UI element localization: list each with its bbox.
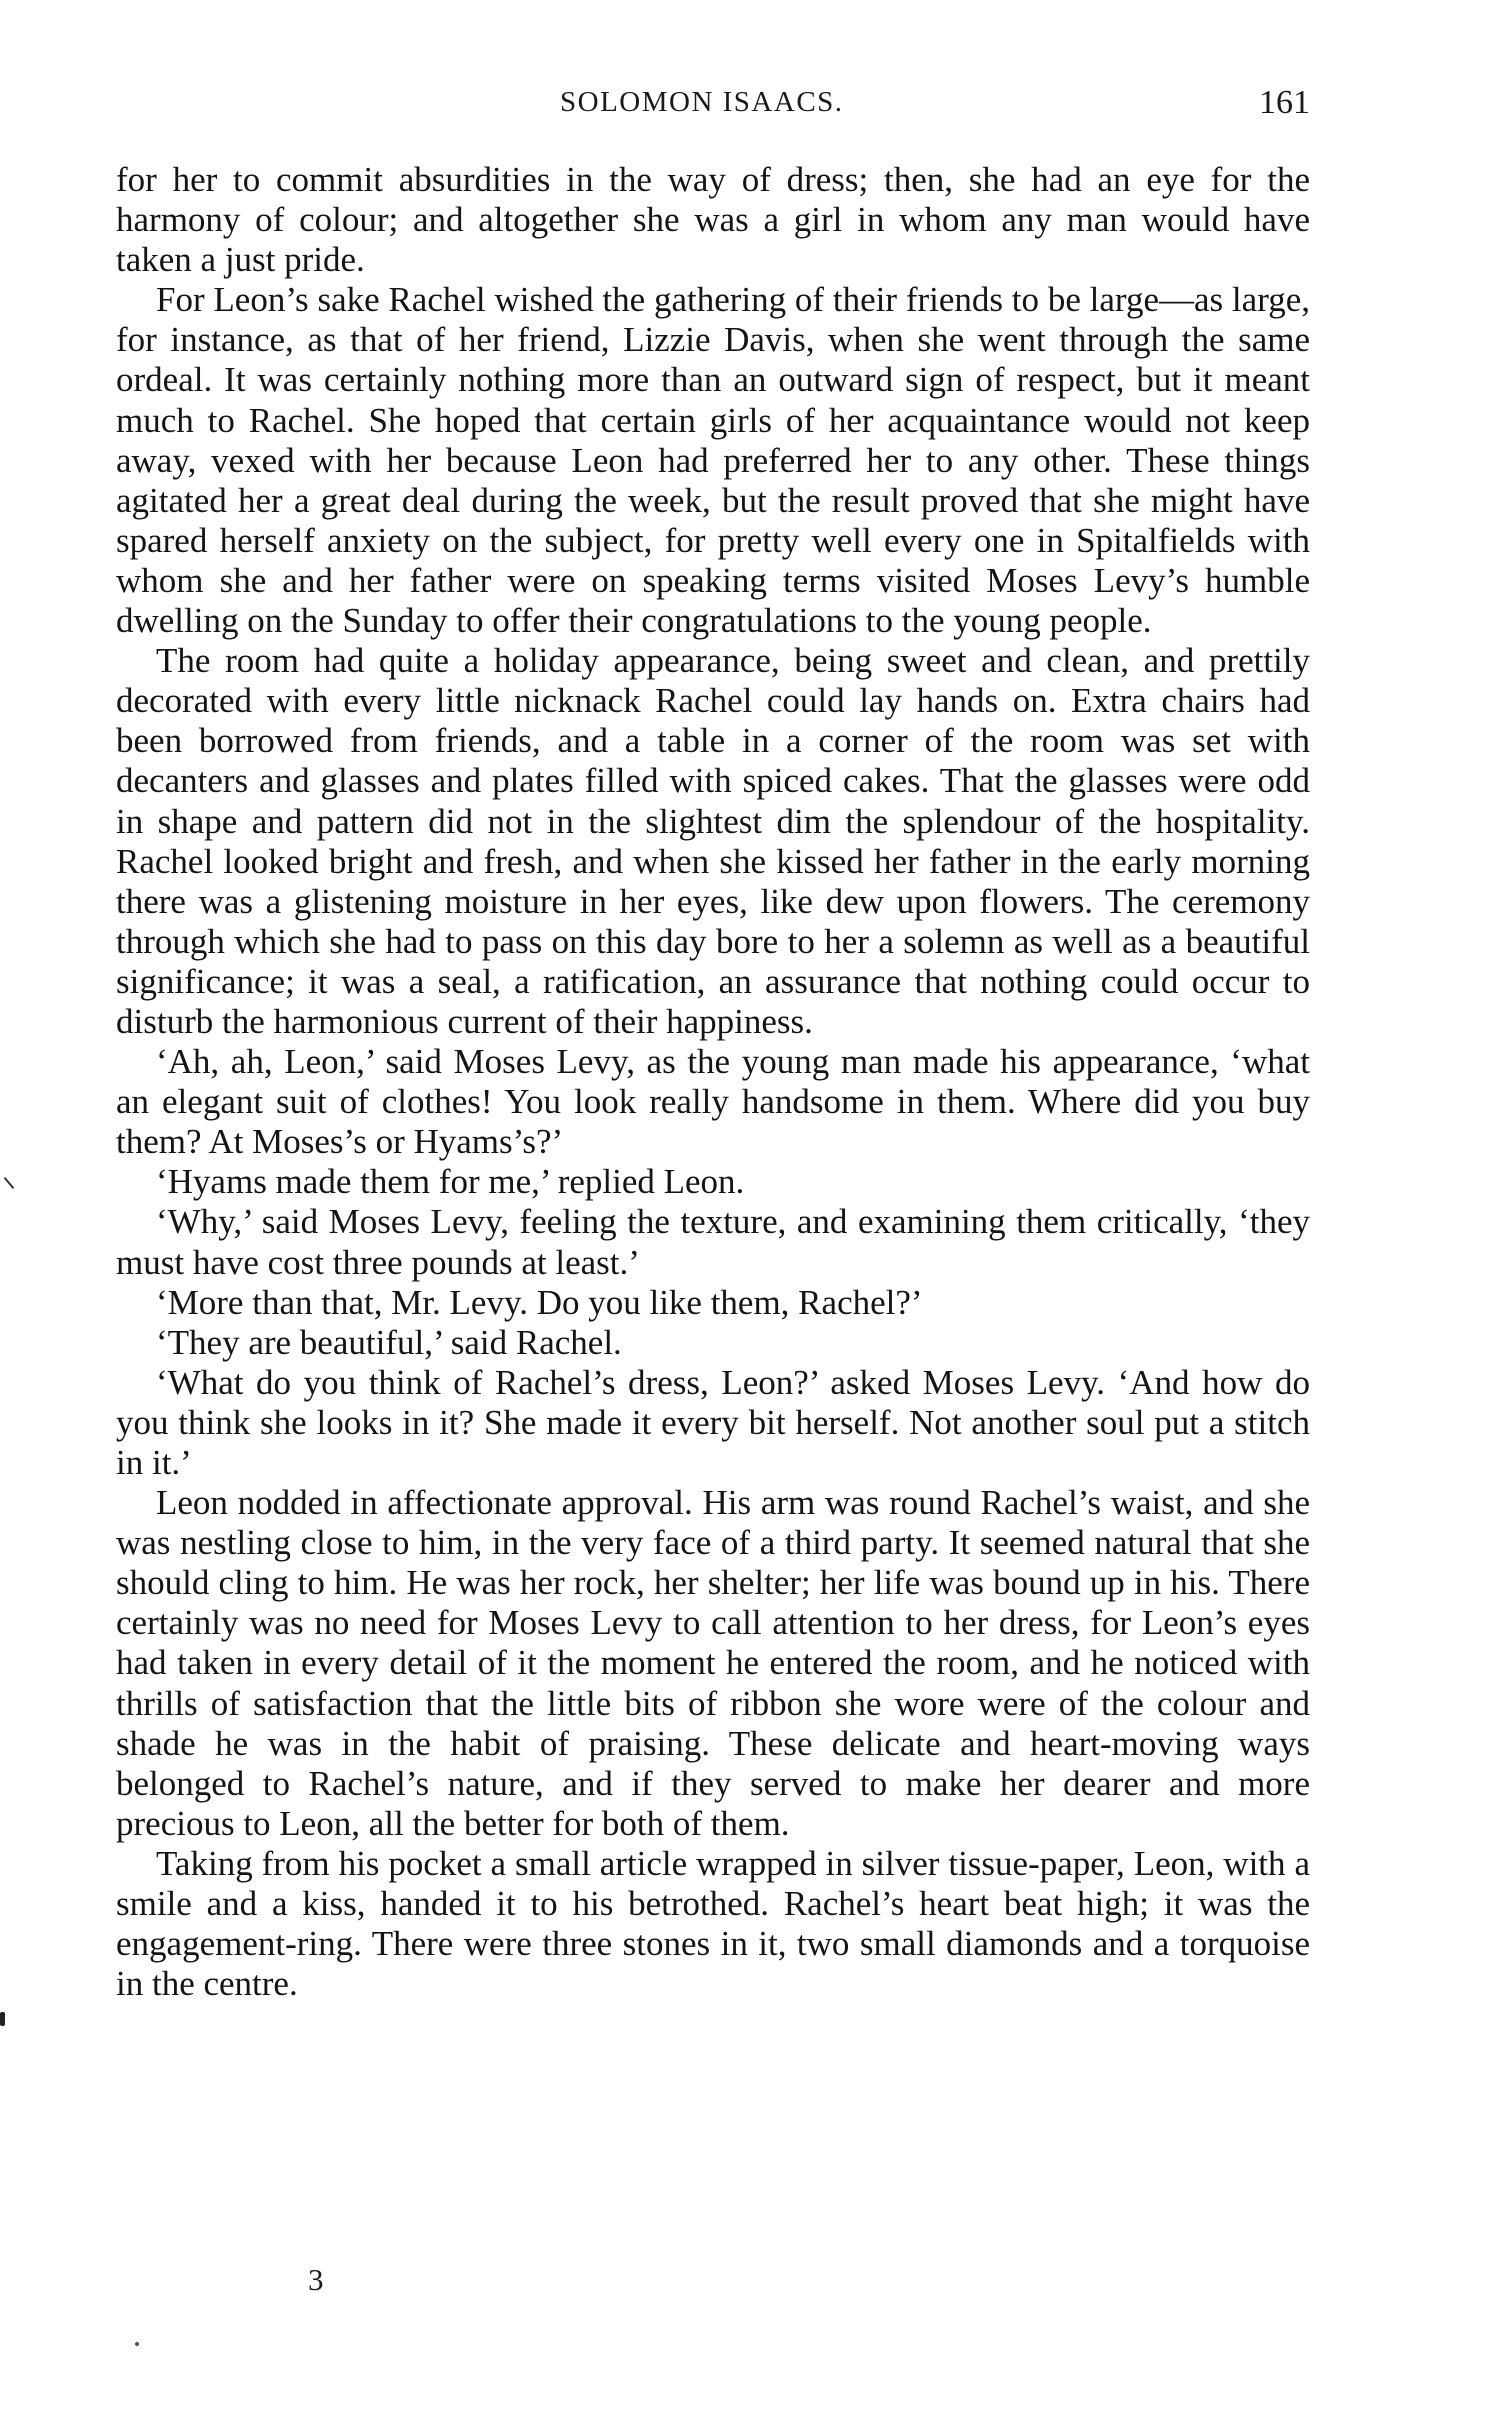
paragraph: ‘Hyams made them for me,’ replied Leon. <box>156 1162 745 1202</box>
paragraph-continued: for her to commit absurdities in the way of dress; then, she had an eye for the harmony of colour; and altogether she was a girl in whom any man would have taken a just pride. <box>116 160 1310 280</box>
margin-blot <box>0 2012 5 2026</box>
paragraph: ‘More than that, Mr. Levy. Do you like them, Rachel?’ <box>156 1282 923 1322</box>
paragraph: For Leon’s sake Rachel wished the gathering of their friends to be large—as large, for instance, as that of her friend, Lizzie Davis, when she went through the same ordeal. It was certainly nothing more than an outward sign of respect, but it meant much to Rachel. She hoped that certain girls of her acquaintance would not keep away, vexed with her because Leon had preferred her to any other. These things agitated her a great deal during the week, but the result proved that she might have spared herself anxiety on the subject, for pretty well every one in Spitalfields with whom she and her father were on speaking terms visited Moses Levy’s humble dwelling on the Sunday to offer their congratulations to the young people. <box>116 280 1310 641</box>
signature-mark: 3 <box>308 2262 324 2297</box>
page-number: 161 <box>1259 84 1310 121</box>
paragraph: ‘They are beautiful,’ said Rachel. <box>156 1322 622 1362</box>
paragraph: The room had quite a holiday appearance, being sweet and clean, and prettily decorated with every little nicknack Rachel could lay hands on. Extra chairs had been borrowed from friends, and a table in a corner of the room was set with decanters and glasses and plates filled with spiced cakes. That the glasses were odd in shape and pattern did not in the slightest dim the splendour of the hospitality. Rachel looked bright and fresh, and when she kissed her father in the early morning there was a glistening moisture in her eyes, like dew upon flowers. The ceremony through which she had to pass on this day bore to her a solemn as well as a beautiful significance; it was a seal, a ratification, an assurance that nothing could occur to disturb the harmonious current of their happiness. <box>116 641 1310 1041</box>
paragraph: ‘Ah, ah, Leon,’ said Moses Levy, as the young man made his appearance, ‘what an elegant suit of clothes! You look really handsome in them. Where did you buy them? At Moses’s or Hyams’s?’ <box>116 1042 1310 1162</box>
paragraph: ‘What do you think of Rachel’s dress, Leon?’ asked Moses Levy. ‘And how do you think she looks in it? She made it every bit herself. Not another soul put a stitch in it.’ <box>116 1362 1310 1482</box>
paragraph: Leon nodded in affectionate approval. His arm was round Rachel’s waist, and she was nestling close to him, in the very face of a third party. It seemed natural that she should cling to him. He was her rock, her shelter; her life was bound up in his. There certainly was no need for Moses Levy to call attention to her dress, for Leon’s eyes had taken in every detail of it the moment he entered the room, and he noticed with thrills of satisfaction that the little bits of ribbon she wore were of the colour and shade he was in the habit of praising. These delicate and heart-moving ways belonged to Rachel’s nature, and if they served to make her dearer and more precious to Leon, all the better for both of them. <box>116 1483 1310 1843</box>
body-text <box>116 160 1310 2004</box>
margin-stroke <box>4 1177 15 1189</box>
paragraph: Taking from his pocket a small article wrapped in silver tissue-paper, Leon, with a smile and a kiss, handed it to his betrothed. Rachel’s heart beat high; it was the engagement-ring. There were three stones in it, two small diamonds and a torquoise in the centre. <box>116 1843 1310 2004</box>
paragraph: ‘Why,’ said Moses Levy, feeling the texture, and examining them critically, ‘they must have cost three pounds at least.’ <box>116 1202 1310 1282</box>
running-head: SOLOMON ISAACS. <box>560 86 844 118</box>
ink-speck <box>135 2342 139 2346</box>
